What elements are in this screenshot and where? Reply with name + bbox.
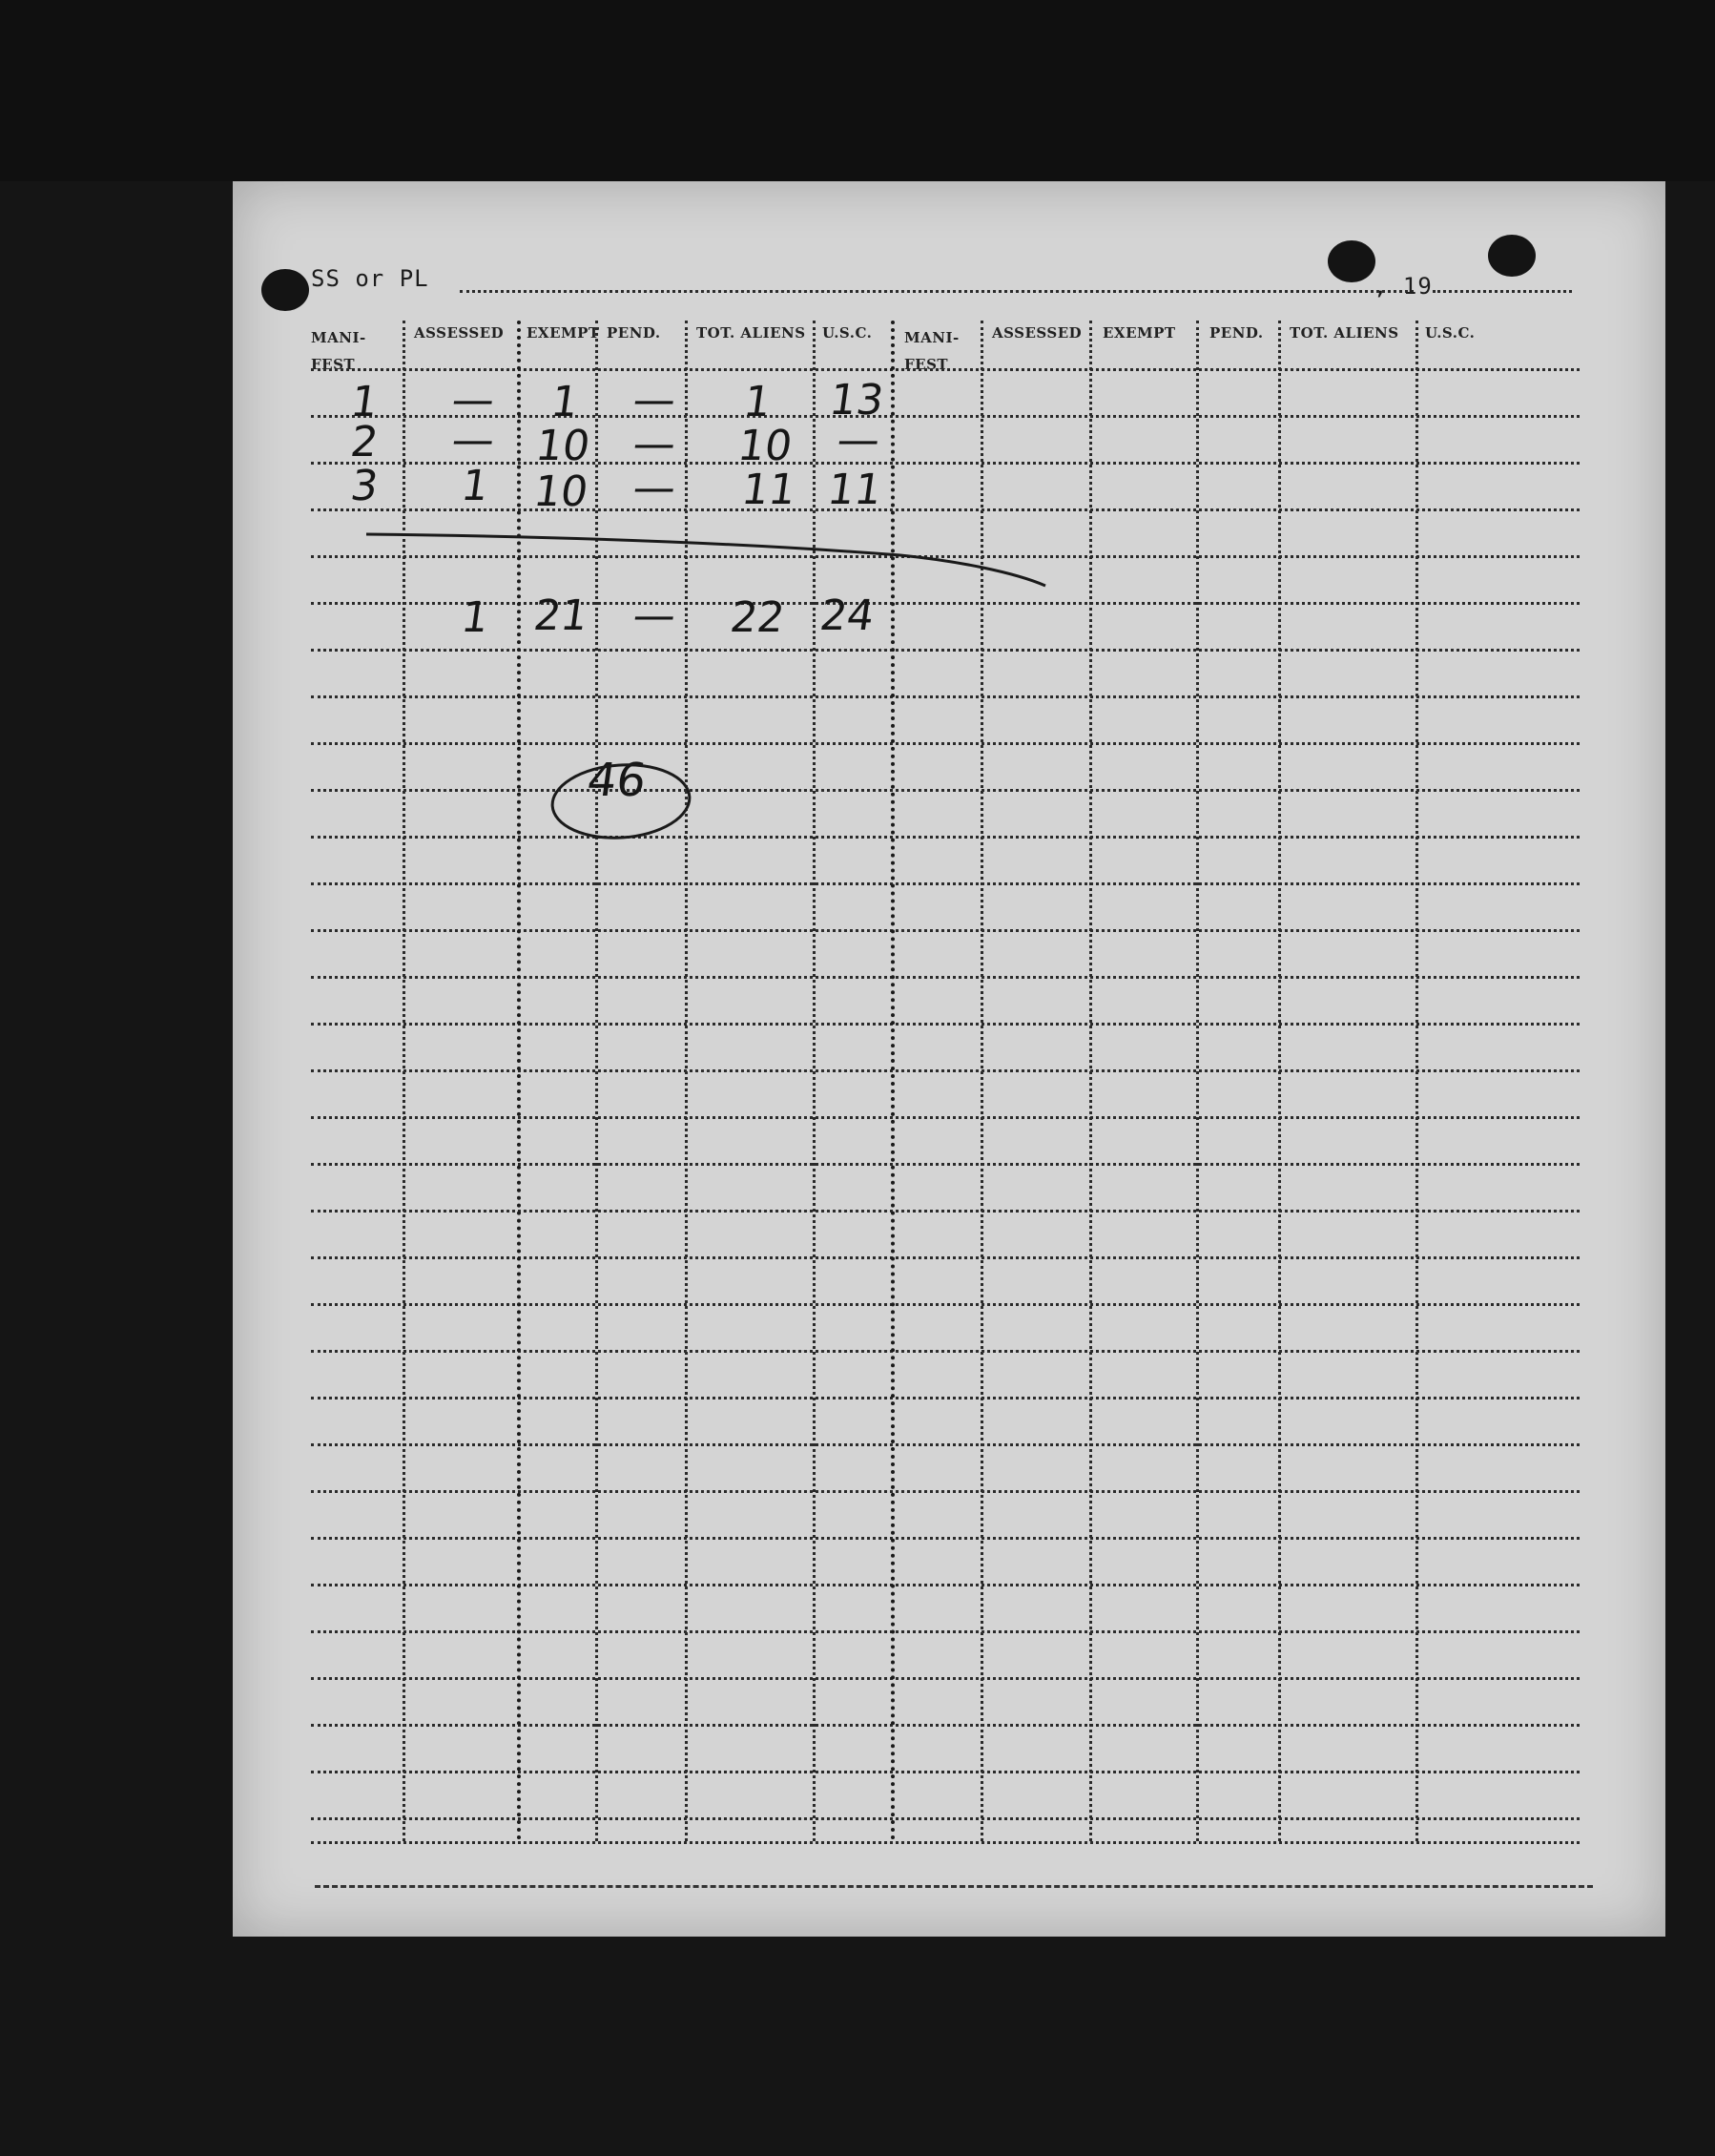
entry-3-usc: 11: [824, 466, 885, 514]
bottom-rule: [315, 1885, 1593, 1888]
entry-1-usc: 13: [826, 376, 887, 425]
manifest-summary-form: [233, 181, 1665, 1937]
circle-stroke: [550, 760, 692, 842]
entry-2-tot-aliens: 10: [734, 422, 796, 470]
entry-1-pend: —: [630, 376, 679, 425]
sum-underline-stroke: [366, 534, 1045, 586]
year-label: , 19: [1374, 273, 1433, 300]
total-usc: 24: [816, 591, 878, 640]
entry-1-manifest: 1: [347, 378, 382, 426]
col-header-manifest-2: MANI- FEST: [904, 329, 960, 373]
col-header-tot-aliens: TOT. ALIENS: [696, 324, 806, 342]
col-header-pend-2: PEND.: [1209, 324, 1264, 342]
entry-2-pend: —: [630, 420, 679, 468]
entry-2-manifest: 2: [347, 418, 382, 466]
entry-1-tot-aliens: 1: [740, 378, 775, 426]
pen-annotations: [233, 181, 1665, 1937]
col-header-usc-2: U.S.C.: [1425, 324, 1476, 342]
col-header-usc: U.S.C.: [822, 324, 873, 342]
entry-3-tot-aliens: 11: [738, 466, 799, 514]
total-tot-aliens: 22: [727, 593, 788, 642]
entry-3-exempt: 10: [530, 467, 591, 516]
col-header-manifest: MANI- FEST: [311, 329, 366, 373]
circled-grand-total: 46: [584, 754, 651, 807]
entry-3-pend: —: [630, 464, 679, 512]
entry-2-usc: —: [834, 416, 883, 465]
col-header-assessed: ASSESSED: [414, 324, 505, 342]
entry-1-assessed: —: [448, 376, 498, 425]
entry-1-exempt: 1: [548, 378, 582, 426]
col-header-exempt: EXEMPT: [527, 324, 600, 342]
entry-2-assessed: —: [448, 416, 498, 465]
col-header-tot-aliens-2: TOT. ALIENS: [1290, 324, 1399, 342]
scan-border: [0, 0, 1715, 181]
col-header-assessed-2: ASSESSED: [992, 324, 1083, 342]
col-header-exempt-2: EXEMPT: [1103, 324, 1176, 342]
ship-label: SS or PL: [311, 265, 429, 292]
col-header-pend: PEND.: [607, 324, 661, 342]
entry-3-manifest: 3: [347, 462, 382, 510]
total-pend: —: [630, 591, 679, 640]
entry-2-exempt: 10: [532, 422, 593, 470]
total-exempt: 21: [530, 591, 591, 640]
entry-3-assessed: 1: [458, 462, 492, 510]
total-assessed: 1: [458, 593, 492, 642]
